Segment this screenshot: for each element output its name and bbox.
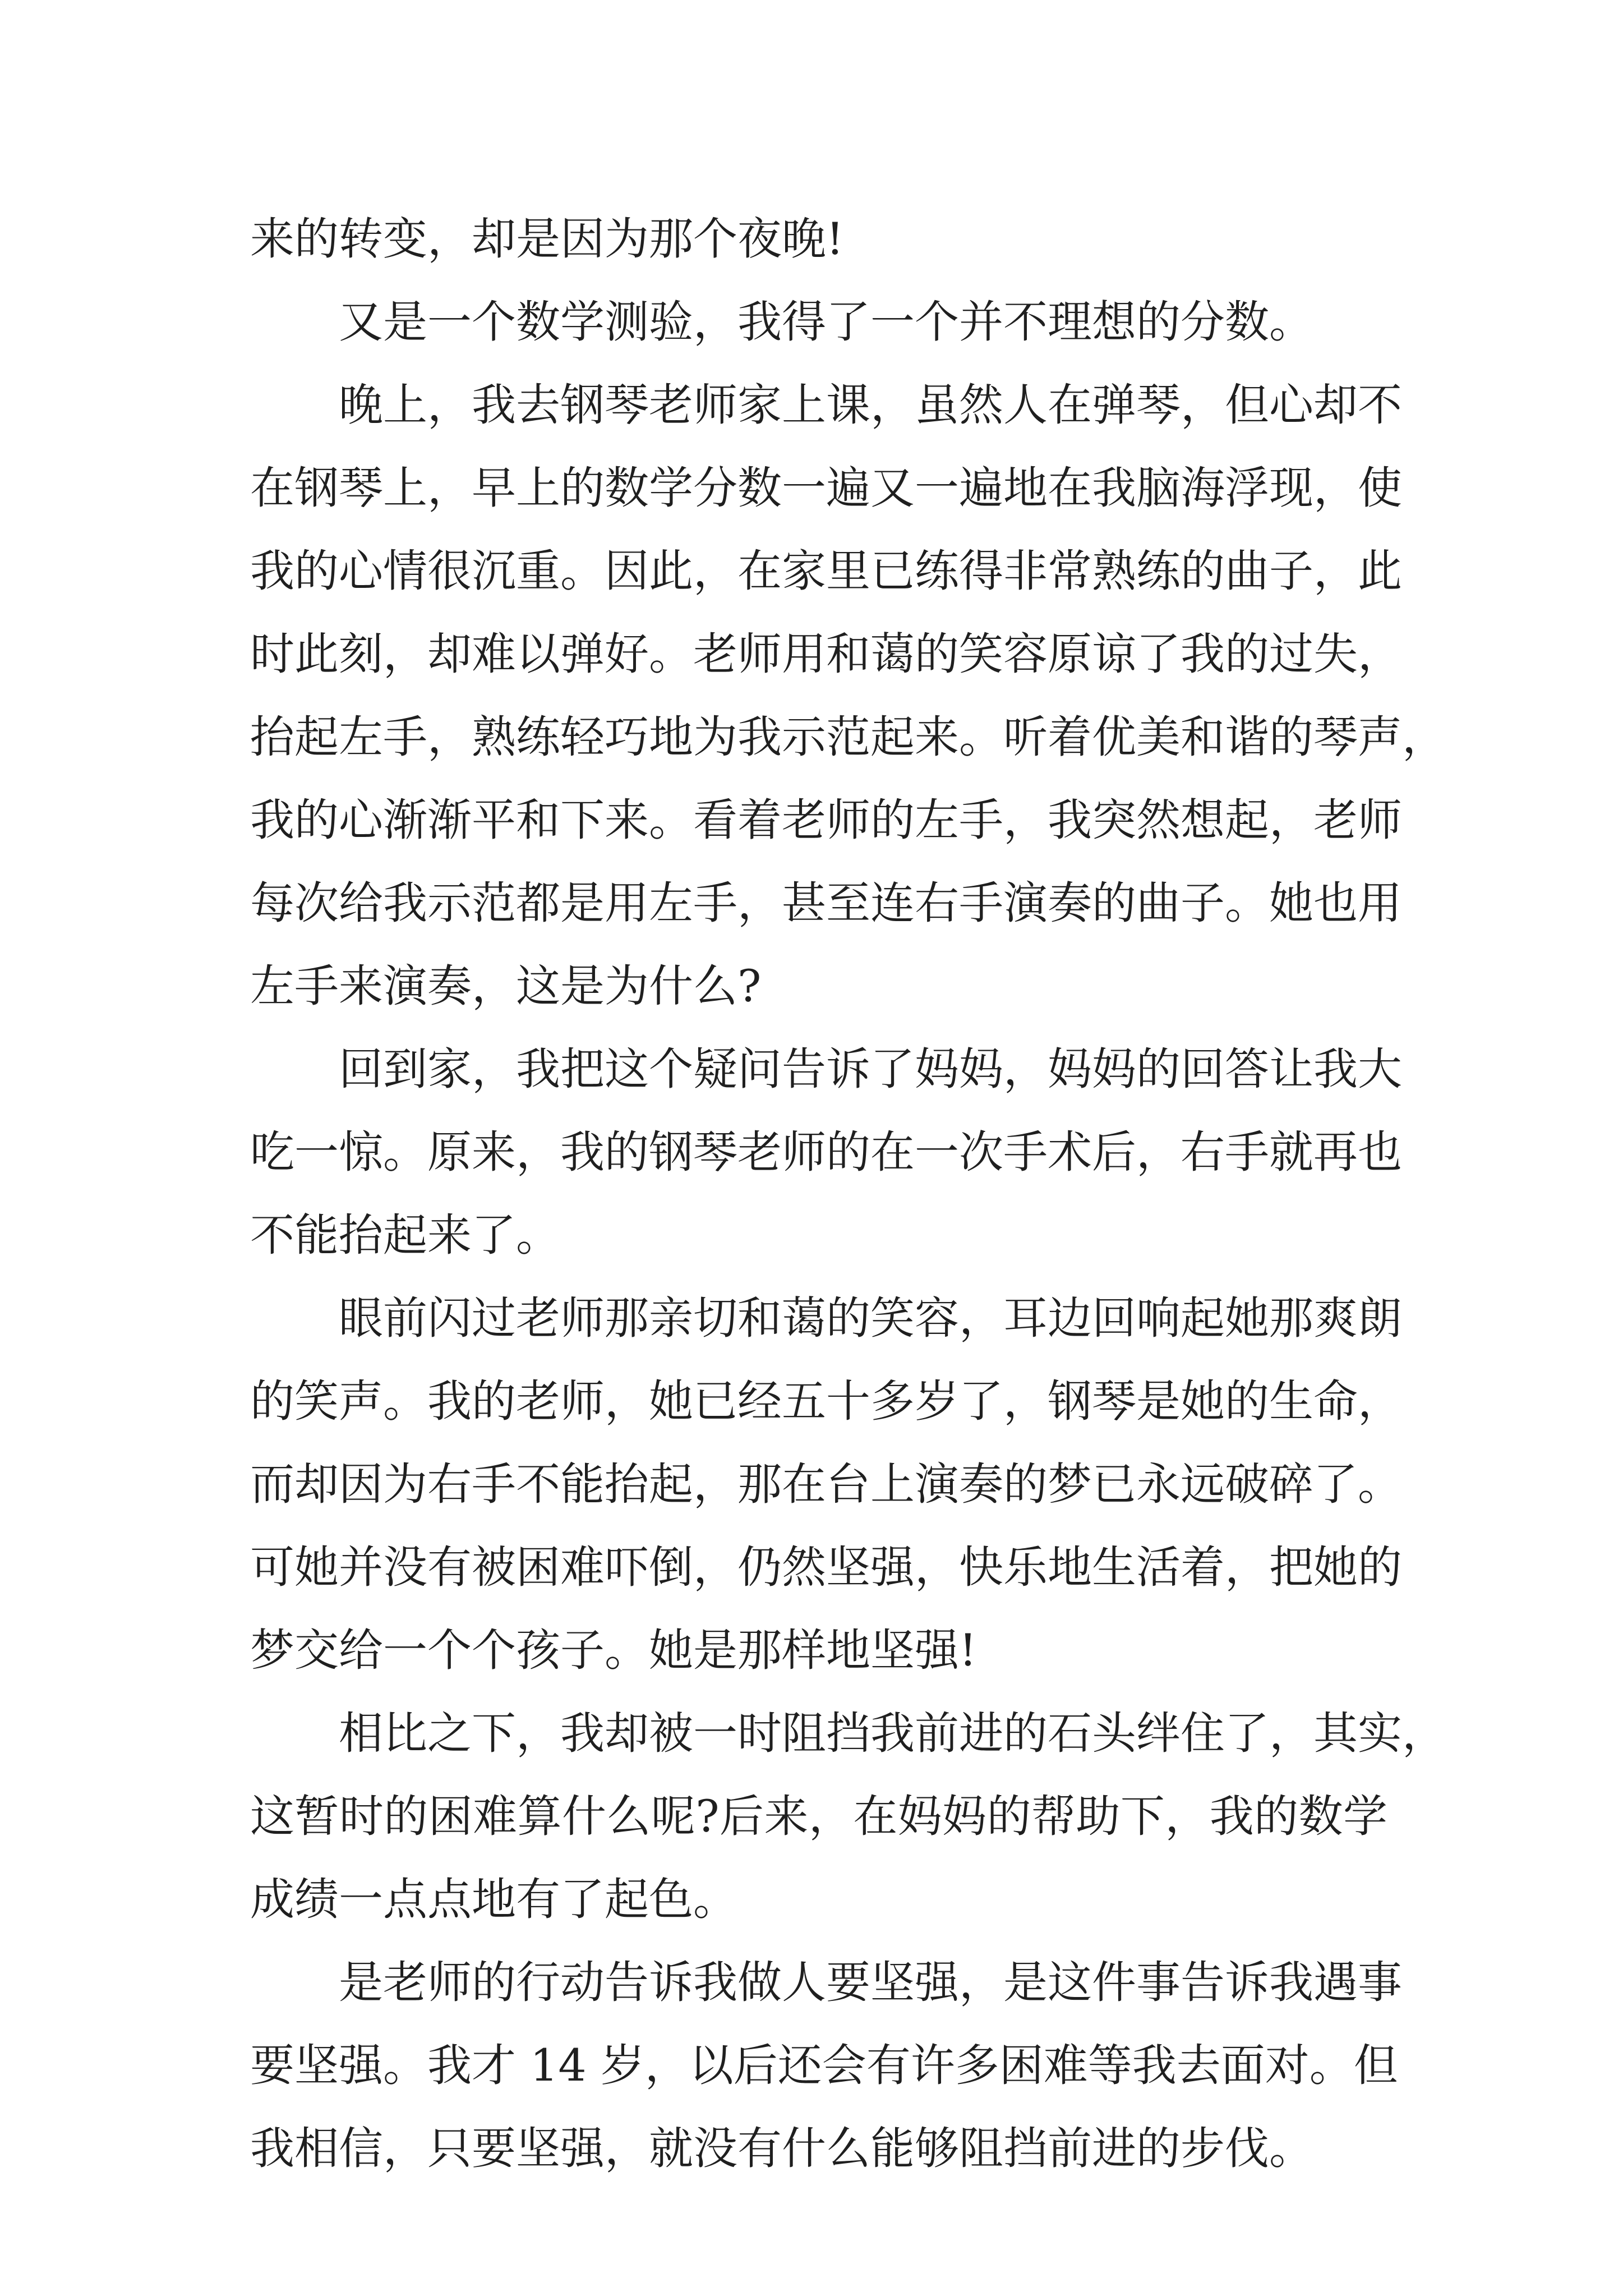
text-line: 回到家，我把这个疑问告诉了妈妈，妈妈的回答让我大 <box>339 1043 1402 1095</box>
text-line: 时此刻，却难以弹好。老师用和蔼的笑容原谅了我的过失， <box>250 628 1402 680</box>
text-line: 要坚强。我才 14 岁，以后还会有许多困难等我去面对。但 <box>250 2040 1398 2091</box>
text-line: 眼前闪过老师那亲切和蔼的笑容，耳边回响起她那爽朗 <box>339 1292 1402 1344</box>
paragraph <box>250 197 1387 280</box>
text-line: 梦交给一个个孩子。她是那样地坚强! <box>250 1625 977 1676</box>
text-line: 相比之下，我却被一时阻挡我前进的石头绊住了，其实， <box>339 1708 1446 1759</box>
text-line: 而却因为右手不能抬起，那在台上演奏的梦已永远破碎了。 <box>250 1458 1402 1510</box>
text-line: 我的心渐渐平和下来。看着老师的左手，我突然想起，老师 <box>250 794 1402 846</box>
text-line: 的笑声。我的老师，她已经五十多岁了，钢琴是她的生命， <box>250 1375 1402 1427</box>
paragraph <box>250 364 1446 1028</box>
paragraph <box>250 1028 1402 1277</box>
text-line: 在钢琴上，早上的数学分数一遍又一遍地在我脑海浮现，使 <box>250 462 1402 514</box>
text-line: 我相信，只要坚强，就没有什么能够阻挡前进的步伐。 <box>250 2123 1313 2174</box>
text-line: 又是一个数学测验，我得了一个并不理想的分数。 <box>339 296 1313 348</box>
text-line: 来的转变，却是因为那个夜晚! <box>250 213 844 265</box>
text-line: 抬起左手，熟练轻巧地为我示范起来。听着优美和谐的琴声， <box>250 711 1446 763</box>
text-line: 这暂时的困难算什么呢?后来，在妈妈的帮助下，我的数学 <box>250 1791 1387 1842</box>
text-line: 吃一惊。原来，我的钢琴老师的在一次手术后，右手就再也 <box>250 1126 1402 1178</box>
text-line: 不能抬起来了。 <box>250 1209 560 1261</box>
text-line: 我的心情很沉重。因此，在家里已练得非常熟练的曲子，此 <box>250 545 1402 597</box>
text-line: 左手来演奏，这是为什么? <box>250 960 762 1012</box>
paragraph <box>250 1277 1402 1692</box>
document-body <box>250 197 1446 2190</box>
text-line: 成绩一点点地有了起色。 <box>250 1874 737 1925</box>
text-line: 晚上，我去钢琴老师家上课，虽然人在弹琴，但心却不 <box>339 379 1402 431</box>
text-line: 是老师的行动告诉我做人要坚强，是这件事告诉我遇事 <box>339 1957 1402 2008</box>
text-line: 可她并没有被困难吓倒，仍然坚强，快乐地生活着，把她的 <box>250 1542 1402 1593</box>
paragraph <box>250 1692 1446 1941</box>
paragraph <box>250 1941 1402 2190</box>
paragraph <box>250 280 1387 364</box>
text-line: 每次给我示范都是用左手，甚至连右手演奏的曲子。她也用 <box>250 877 1402 929</box>
